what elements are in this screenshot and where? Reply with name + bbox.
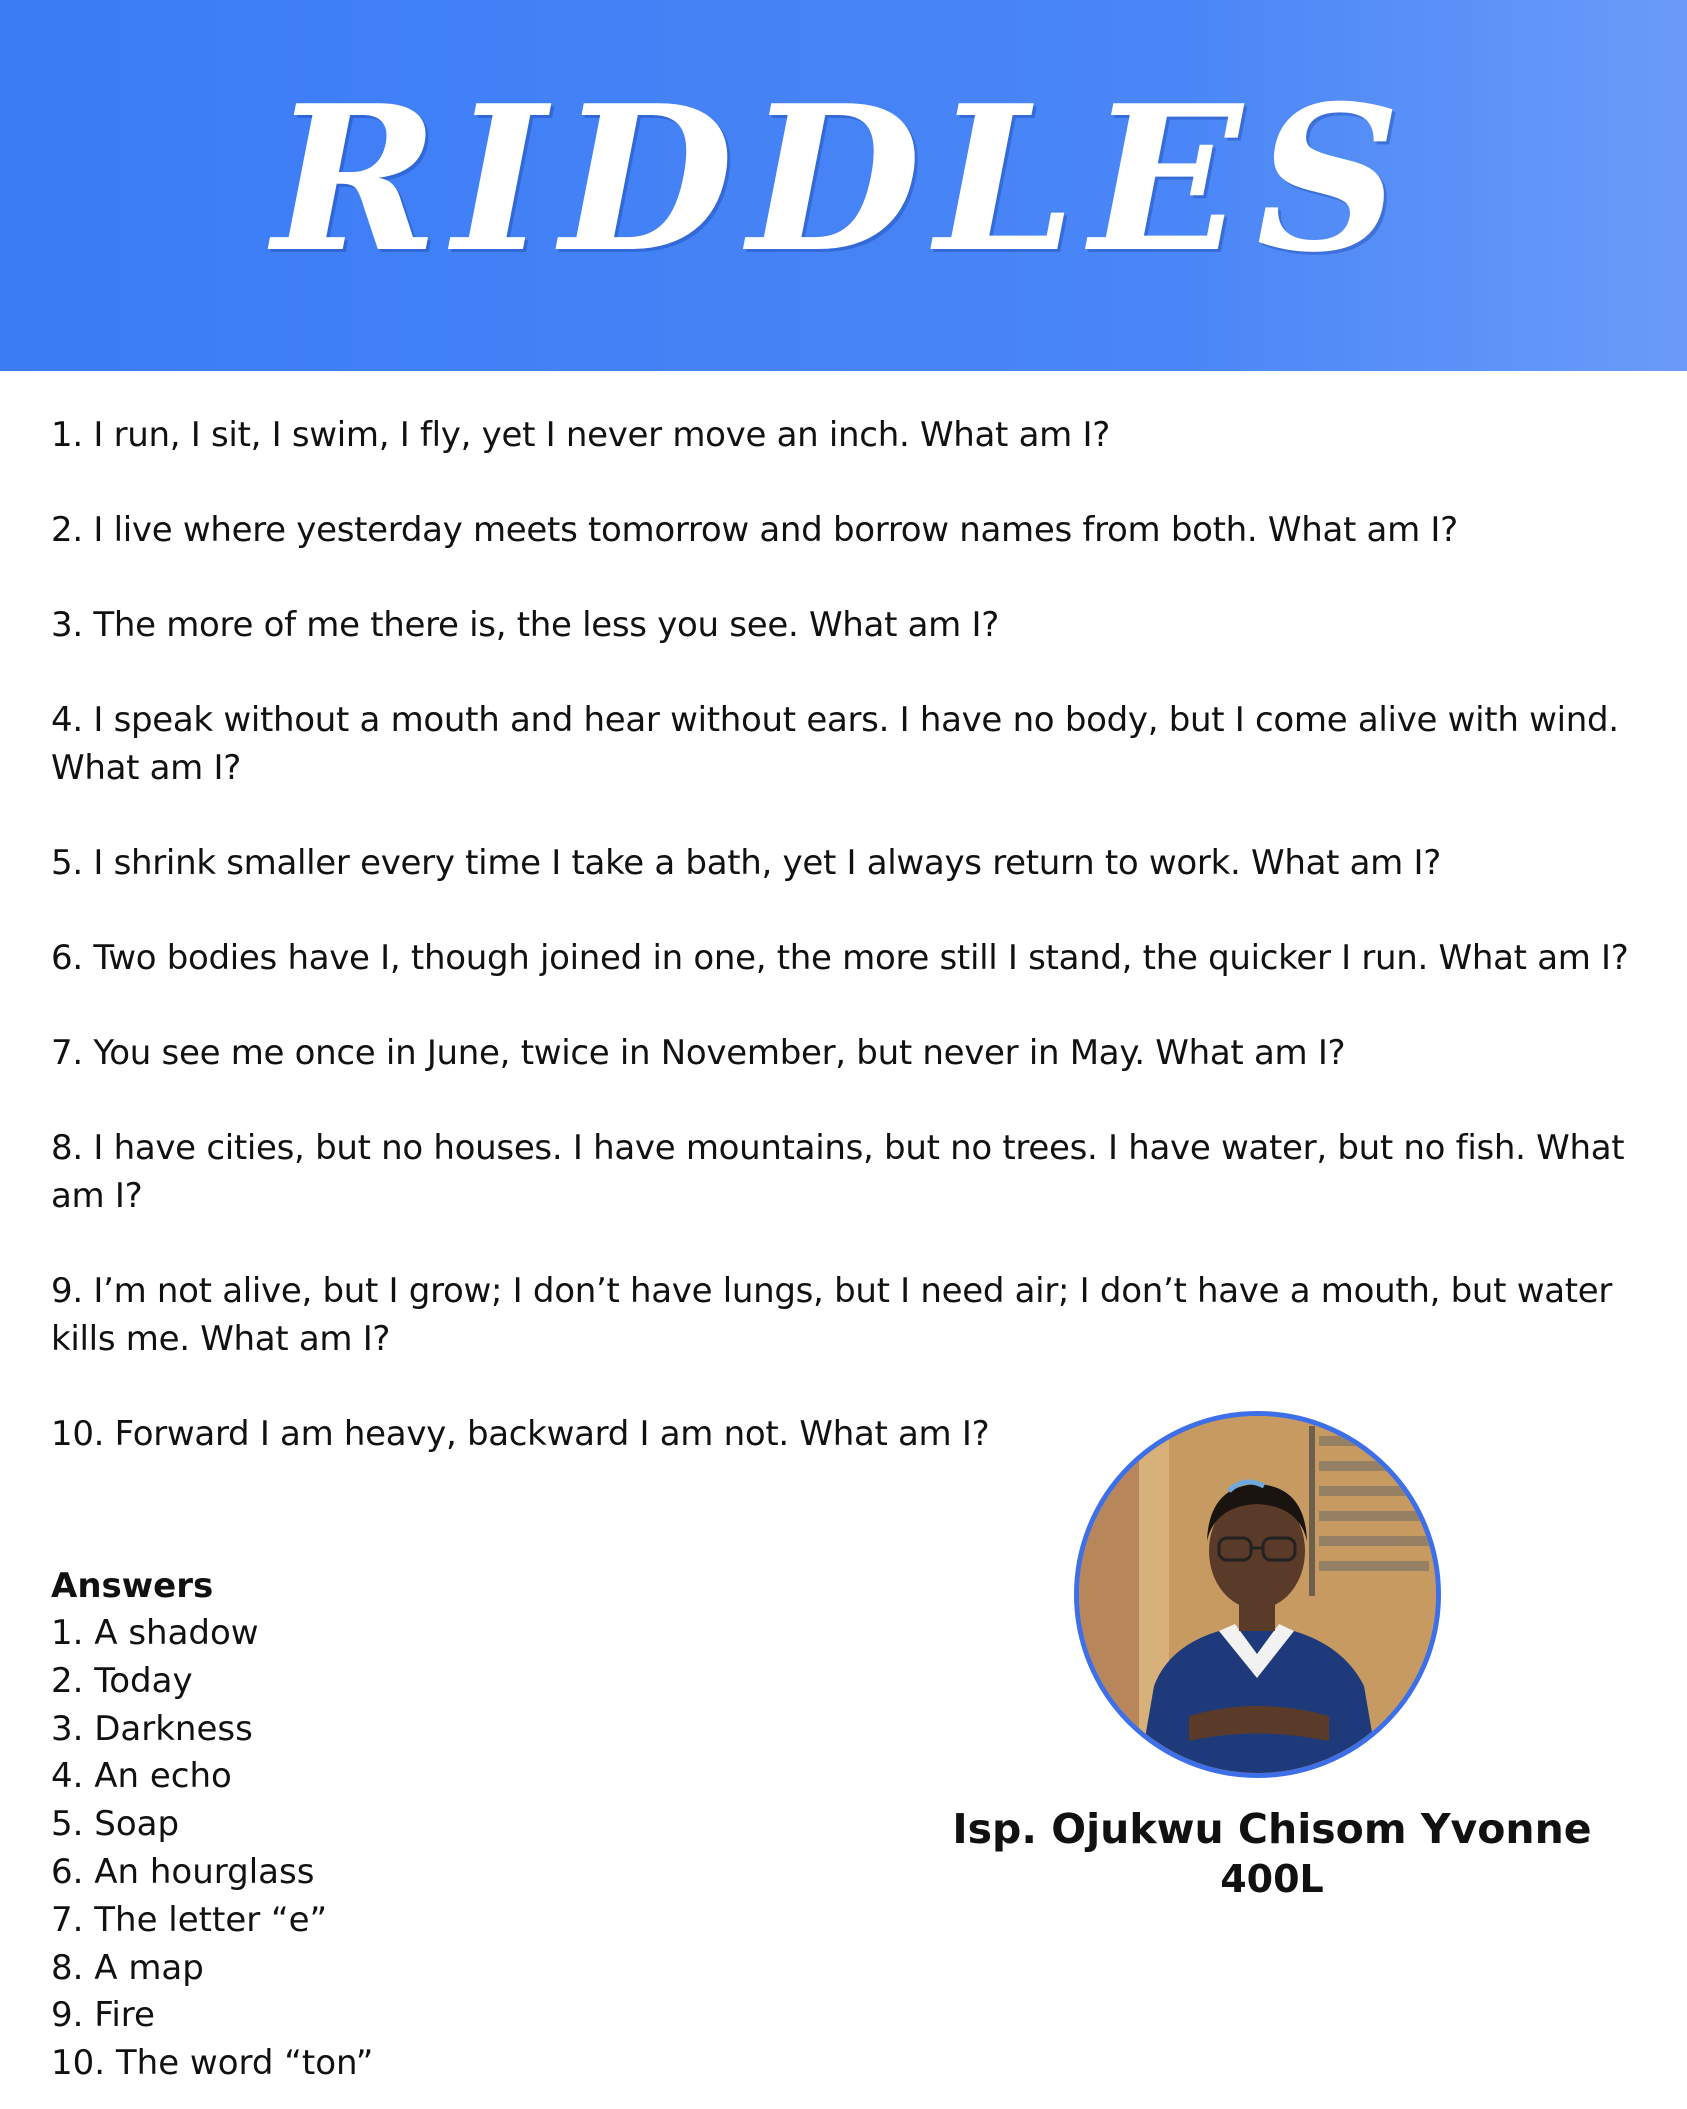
riddle-item: 9. I’m not alive, but I grow; I don’t have lungs, but I need air; I don’t have a mouth, but water kills me. What am I? (51, 1271, 1613, 1359)
header-banner (0, 0, 1687, 371)
author-level: 400L (1220, 1857, 1324, 1901)
answer-item: 1. A shadow (51, 1613, 259, 1653)
riddle-item: 6. Two bodies have I, though joined in one, the more still I stand, the quicker I run. What am I? (51, 938, 1629, 978)
riddle-item: 7. You see me once in June, twice in November, but never in May. What am I? (51, 1033, 1346, 1073)
answer-item: 2. Today (51, 1660, 193, 1701)
author-portrait-illustration (1079, 1416, 1436, 1773)
riddle-list (51, 411, 1671, 1505)
answer-item: 5. Soap (51, 1804, 180, 1845)
answer-item: 10. The word “ton” (51, 2043, 374, 2084)
riddle-item: 3. The more of me there is, the less you see. What am I? (51, 605, 999, 645)
answer-item: 6. An hourglass (51, 1851, 315, 1892)
riddle-item: 4. I speak without a mouth and hear without ears. I have no body, but I come alive with wind. What am I? (51, 700, 1619, 788)
page-title: RIDDLES (272, 62, 1415, 297)
answer-item: 8. A map (51, 1947, 204, 1988)
answer-item: 7. The letter “e” (51, 1899, 328, 1940)
answer-item: 9. Fire (51, 1995, 155, 2036)
answer-item: 3. Darkness (51, 1708, 253, 1749)
riddle-item: 5. I shrink smaller every time I take a bath, yet I always return to work. What am I? (51, 843, 1441, 883)
riddle-item: 2. I live where yesterday meets tomorrow and borrow names from both. What am I? (51, 510, 1458, 550)
answer-item: 4. An echo (51, 1756, 232, 1797)
riddle-item: 1. I run, I sit, I swim, I fly, yet I never move an inch. What am I? (51, 415, 1110, 455)
answers-section (51, 1562, 851, 2088)
answers-heading: Answers (51, 1566, 214, 1606)
riddle-item: 10. Forward I am heavy, backward I am not. What am I? (51, 1414, 990, 1454)
author-photo (1074, 1411, 1441, 1778)
author-name: Isp. Ojukwu Chisom Yvonne (952, 1805, 1592, 1853)
riddle-item: 8. I have cities, but no houses. I have mountains, but no trees. I have water, but no fish. What am I? (51, 1128, 1625, 1216)
